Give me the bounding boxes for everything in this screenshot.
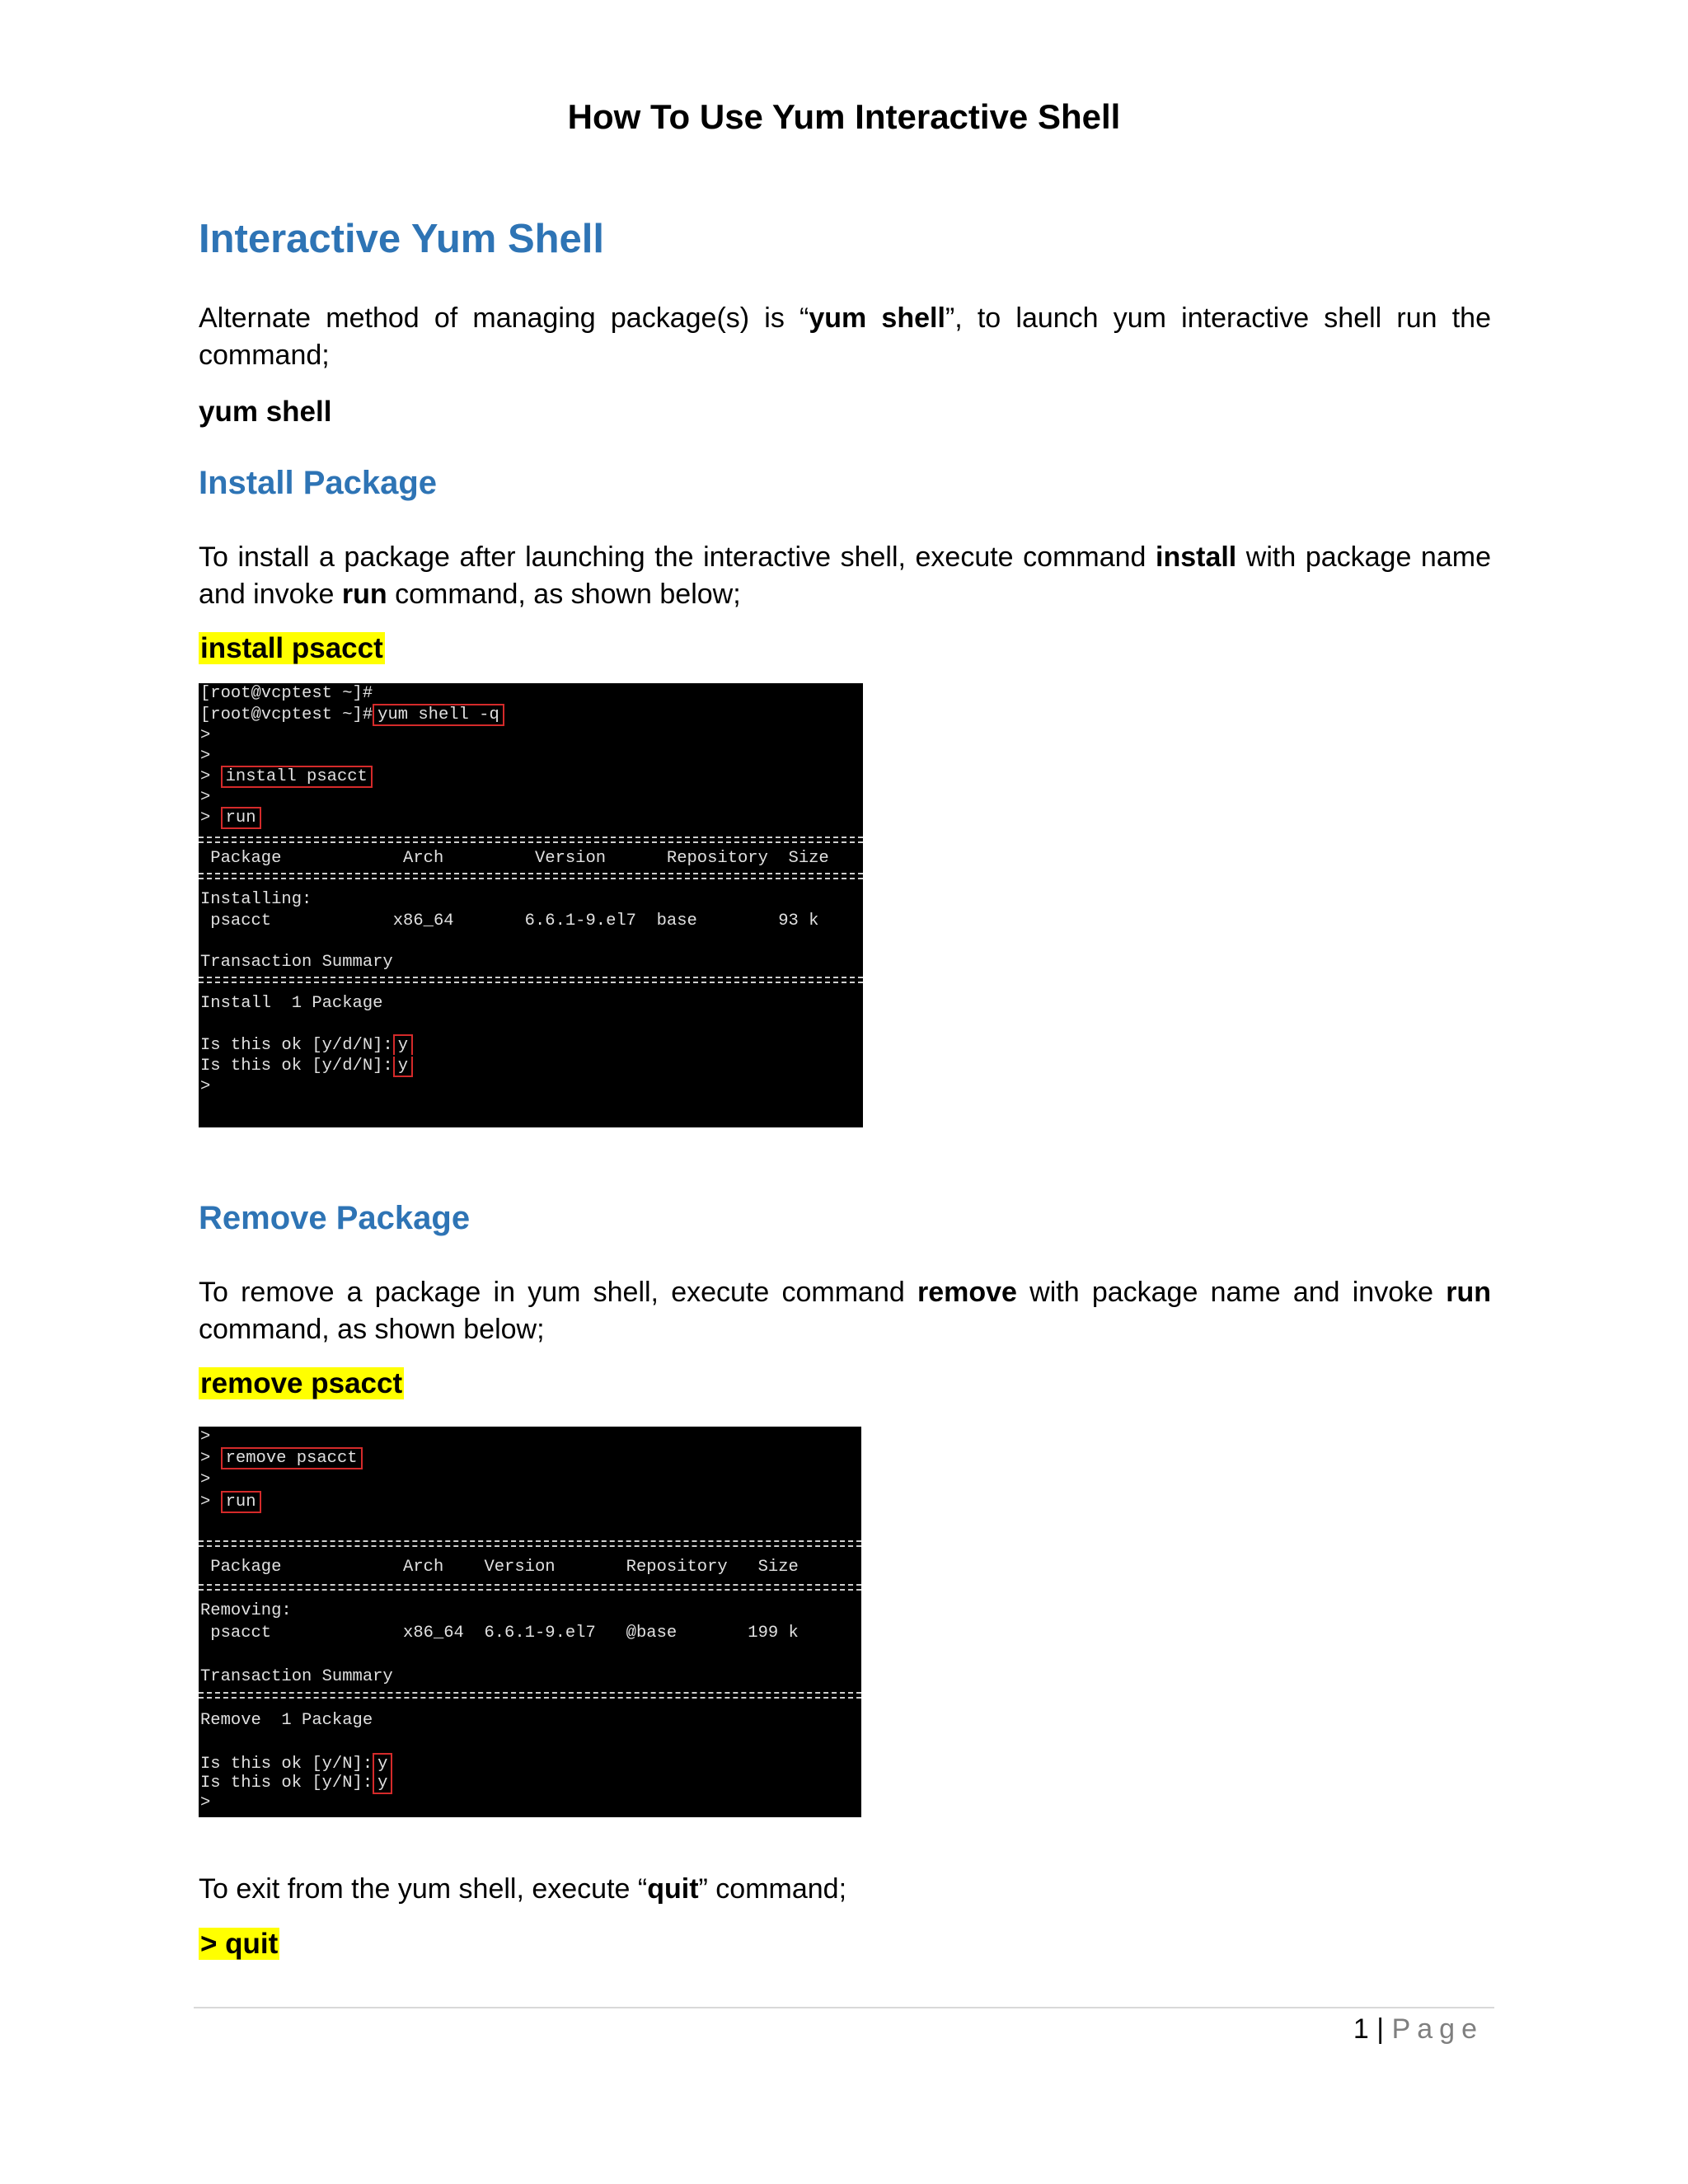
terminal-line: > <box>200 1427 211 1446</box>
highlight-box: y <box>393 1034 413 1055</box>
terminal-line: psacct x86_64 6.6.1-9.el7 base 93 k <box>200 912 819 930</box>
footer-separator: | <box>1376 2013 1385 2045</box>
command-yum-shell: yum shell <box>199 396 332 428</box>
page-number: 1 <box>1353 2013 1369 2045</box>
terminal-line: > install psacct <box>200 766 373 788</box>
command-install-psacct: install psacct <box>200 632 383 664</box>
intro-paragraph: Alternate method of managing package(s) is “yum shell”, to launch yum interactive shell run the command; <box>199 302 1491 371</box>
document-title: How To Use Yum Interactive Shell <box>567 97 1121 136</box>
terminal-line: Is this ok [y/N]: y <box>200 1754 392 1775</box>
terminal-line: Package Arch Version Repository Size <box>200 1558 799 1577</box>
terminal-separator <box>199 1692 861 1699</box>
terminal-line: > <box>200 1077 211 1096</box>
highlight-box: remove psacct <box>221 1447 363 1469</box>
terminal-line: [root@vcptest ~]# yum shell -q <box>200 705 504 726</box>
terminal-separator <box>199 1584 861 1591</box>
exit-paragraph: To exit from the yum shell, execute “quit” command; <box>199 1873 847 1905</box>
terminal-line: Package Arch Version Repository Size <box>200 849 829 868</box>
page-label: Page <box>1391 2013 1484 2045</box>
terminal-line: Transaction Summary <box>200 953 393 972</box>
highlight-box: install psacct <box>221 766 373 788</box>
terminal-line: > run <box>200 1492 261 1513</box>
terminal-line: [root@vcptest ~]# <box>200 684 373 703</box>
terminal-line: Install 1 Package <box>200 994 383 1013</box>
terminal-separator <box>199 977 863 983</box>
terminal-line: > <box>200 1470 211 1489</box>
terminal-line: > <box>200 788 211 807</box>
terminal-line: Is this ok [y/N]: y <box>200 1773 392 1794</box>
footer-divider <box>194 2007 1494 2008</box>
remove-paragraph: To remove a package in yum shell, execute command remove with package name and invoke run command, as shown below; <box>199 1277 1492 1345</box>
terminal-line: Remove 1 Package <box>200 1711 373 1730</box>
terminal-separator <box>199 1540 861 1547</box>
terminal-line: Is this ok [y/d/N]: y <box>200 1056 413 1077</box>
terminal-separator <box>199 837 863 843</box>
command-quit: > quit <box>200 1928 279 1960</box>
page-footer <box>1353 2013 1484 2046</box>
highlight-box: run <box>221 807 261 829</box>
install-terminal-screenshot <box>199 683 863 1127</box>
highlight-box: yum shell -q <box>373 704 504 726</box>
terminal-line: > <box>200 747 211 766</box>
terminal-line: psacct x86_64 6.6.1-9.el7 @base 199 k <box>200 1624 799 1643</box>
terminal-line: Installing: <box>200 890 312 909</box>
terminal-line: > run <box>200 808 261 829</box>
terminal-separator <box>199 873 863 879</box>
terminal-line: Removing: <box>200 1601 292 1620</box>
highlight-box: run <box>221 1491 261 1513</box>
highlight-box: y <box>393 1057 413 1077</box>
terminal-line: > remove psacct <box>200 1448 363 1469</box>
command-remove-psacct: remove psacct <box>200 1367 403 1399</box>
heading-remove-package: Remove Package <box>199 1200 471 1236</box>
install-paragraph: To install a package after launching the interactive shell, execute command install with package name and invoke run command, as shown below; <box>199 541 1491 610</box>
highlight-box: y <box>373 1753 392 1774</box>
heading-install-package: Install Package <box>199 465 438 501</box>
remove-terminal-screenshot <box>199 1427 861 1817</box>
terminal-line: > <box>200 726 211 745</box>
heading-interactive-yum-shell: Interactive Yum Shell <box>199 217 605 261</box>
highlight-box: y <box>373 1774 392 1794</box>
terminal-line: Transaction Summary <box>200 1667 393 1686</box>
terminal-line: > <box>200 1793 211 1812</box>
terminal-line: Is this ok [y/d/N]: y <box>200 1035 413 1057</box>
